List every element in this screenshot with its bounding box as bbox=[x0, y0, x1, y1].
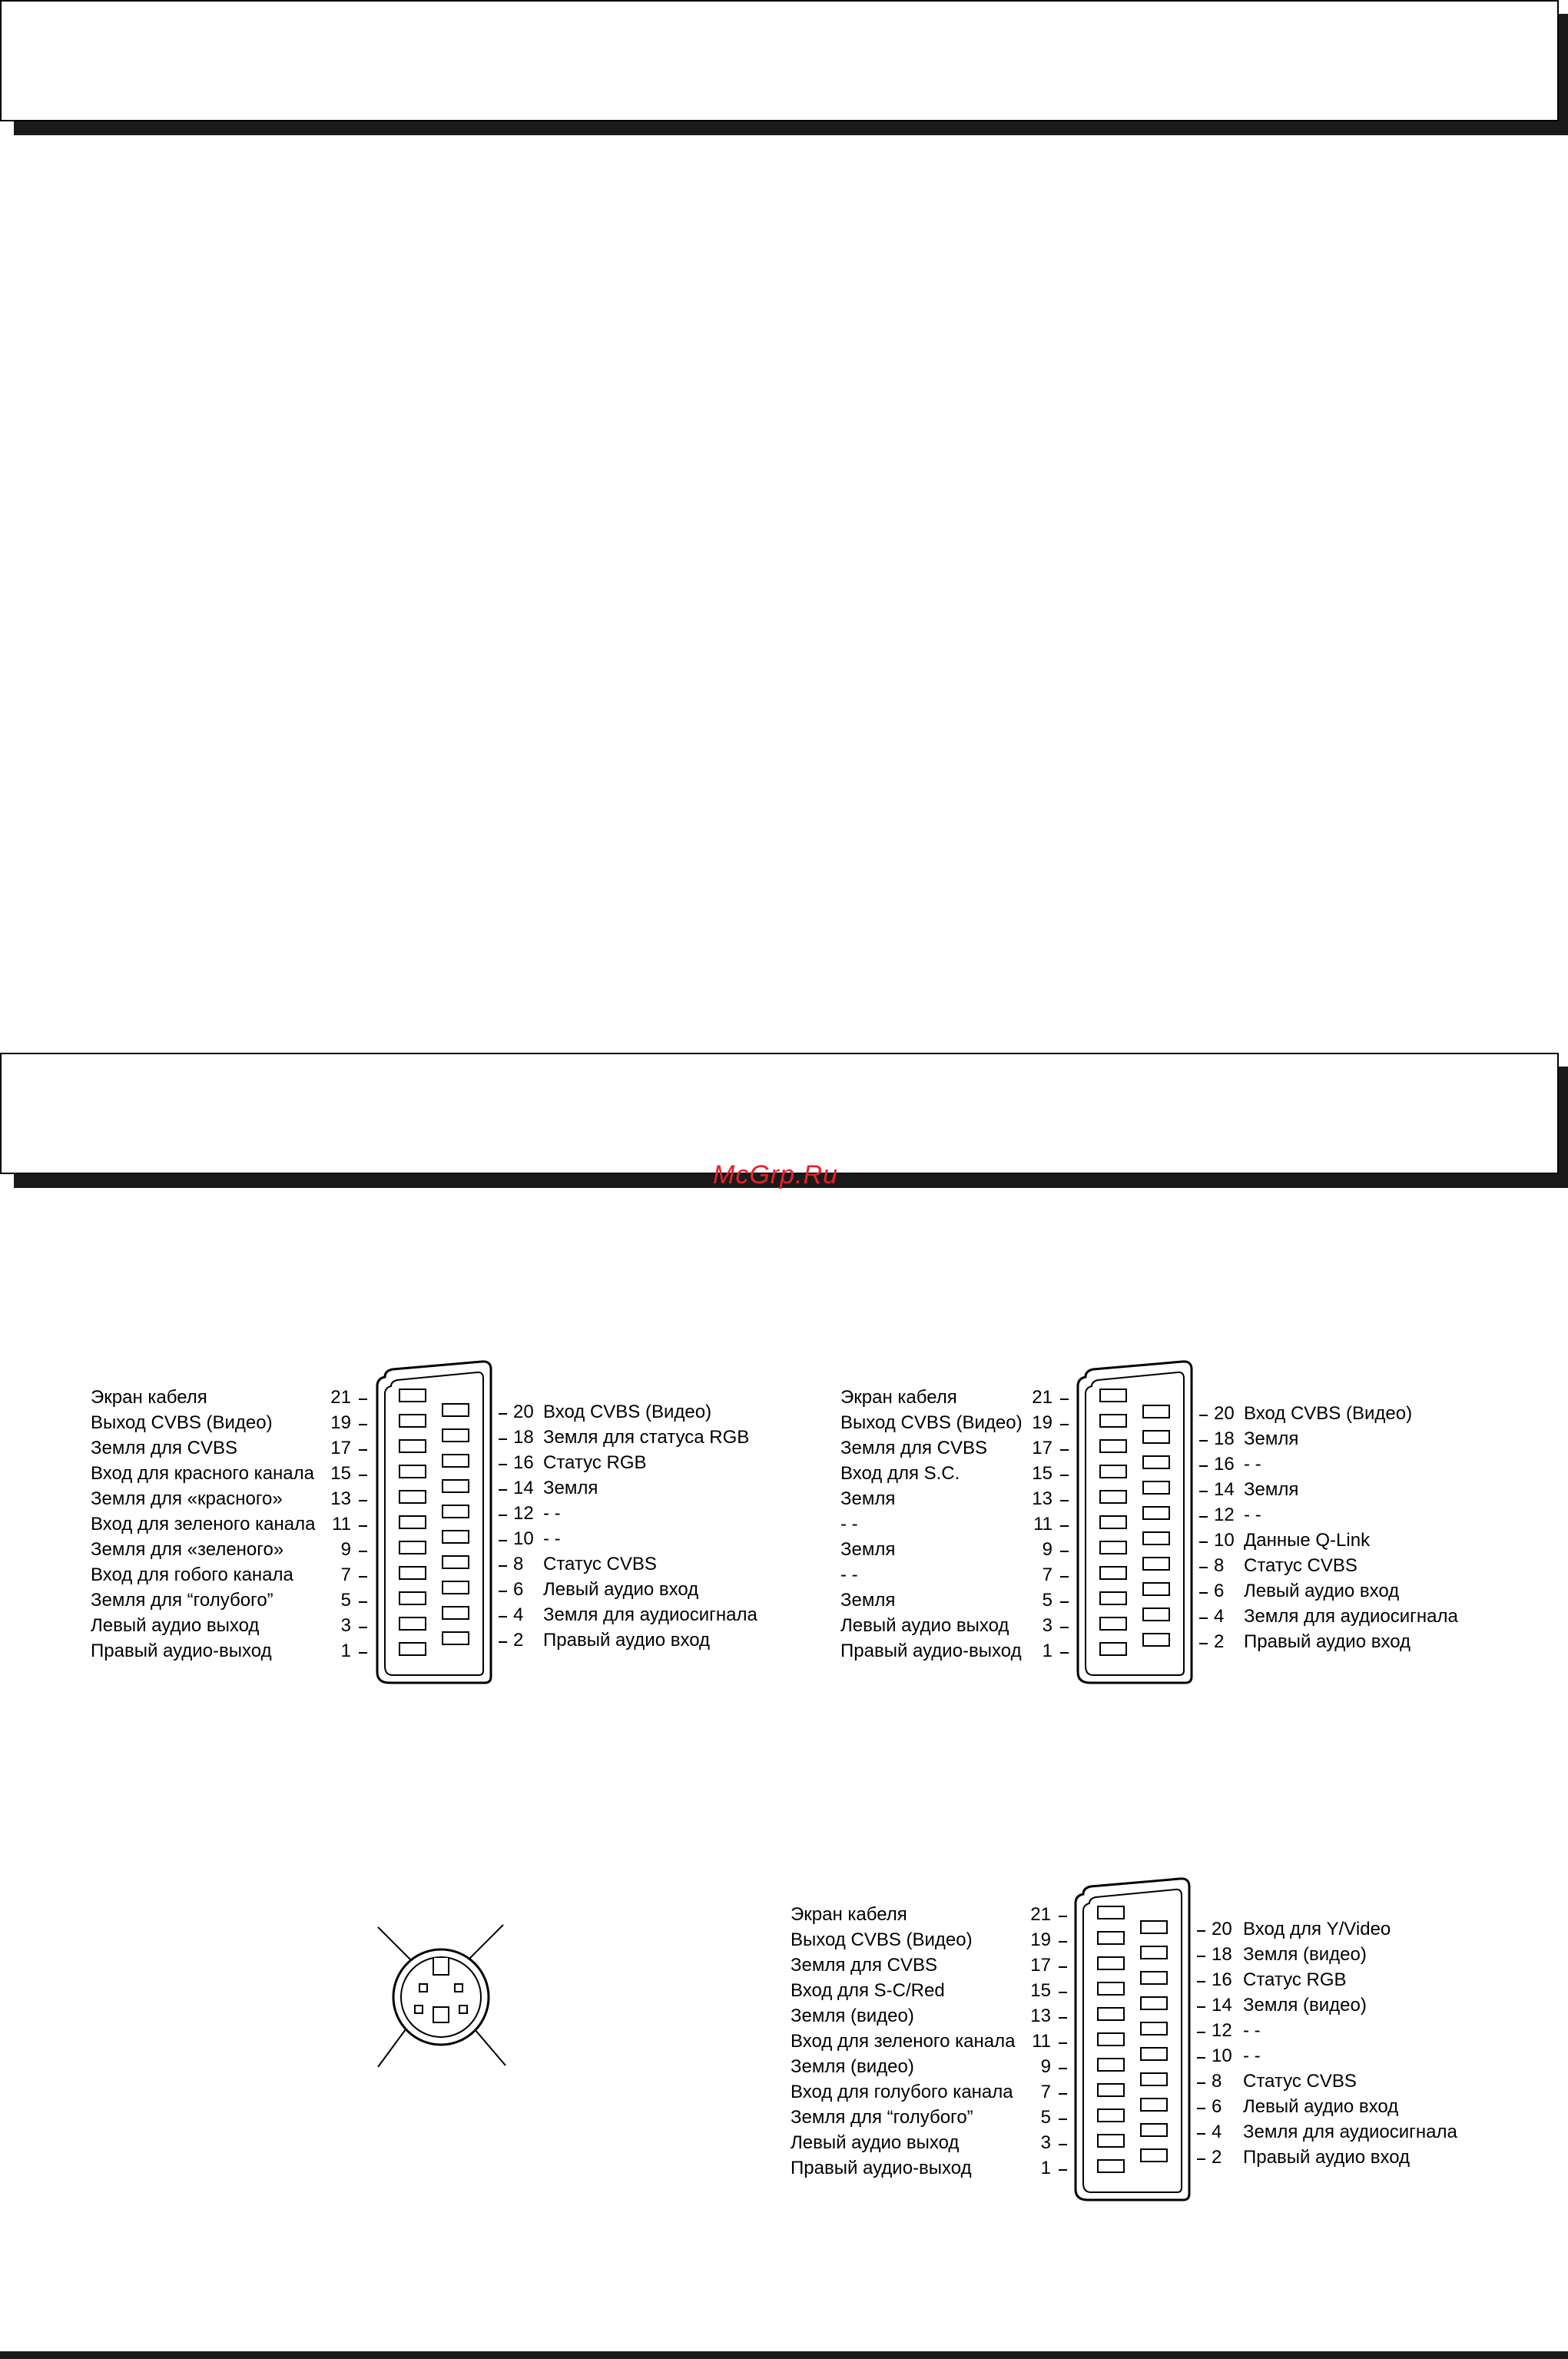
pin-label-right: Земля для статуса RGB bbox=[543, 1427, 750, 1448]
pin-lead-dash bbox=[1199, 1415, 1208, 1416]
scart-pin-odd bbox=[1098, 2160, 1124, 2172]
svideo-connector-diagram bbox=[369, 1913, 515, 2075]
pin-label-right: Земля для аудиосигнала bbox=[1244, 1606, 1458, 1627]
pin-label-left: Вход для красного канала bbox=[91, 1463, 314, 1484]
pin-label-left: Экран кабеля bbox=[91, 1387, 207, 1408]
pin-number-left: 17 bbox=[1032, 1438, 1053, 1458]
pin-label-left: Выход CVBS (Видео) bbox=[791, 1929, 973, 1950]
pin-label-left: Земля для CVBS bbox=[91, 1438, 238, 1458]
pin-number-left: 21 bbox=[330, 1387, 351, 1408]
scart-pin-odd bbox=[1100, 1465, 1126, 1478]
pin-lead-dash bbox=[499, 1591, 507, 1592]
pin-label-right: - - bbox=[1244, 1505, 1261, 1525]
svideo-pin bbox=[455, 1984, 462, 1992]
pin-label-left: - - bbox=[840, 1514, 858, 1535]
pin-number-left: 21 bbox=[1032, 1387, 1053, 1408]
scart-pin-even bbox=[1143, 1405, 1169, 1418]
pin-number-left: 15 bbox=[330, 1463, 351, 1484]
pin-lead-dash bbox=[1060, 1576, 1069, 1578]
pin-number-left: 13 bbox=[1030, 2006, 1051, 2026]
scart-pin-odd bbox=[399, 1617, 426, 1630]
scart-pin-even bbox=[1141, 2048, 1167, 2060]
pin-lead-dash bbox=[1197, 1930, 1205, 1932]
pin-lead-dash bbox=[1199, 1541, 1208, 1543]
pin-lead-dash bbox=[1059, 2042, 1067, 2044]
pin-number-left: 7 bbox=[340, 1564, 351, 1585]
pin-lead-dash bbox=[359, 1475, 367, 1476]
pin-number-right: 10 bbox=[1212, 2045, 1232, 2066]
pin-number-right: 4 bbox=[1212, 2122, 1222, 2142]
pin-lead-dash bbox=[1059, 2169, 1067, 2171]
pin-label-left: Земля для CVBS bbox=[840, 1438, 988, 1458]
scart-pin-even bbox=[443, 1480, 469, 1492]
scart-pin-even bbox=[1141, 2124, 1167, 2136]
scart-pin-odd bbox=[1100, 1643, 1126, 1655]
pin-lead-dash bbox=[359, 1525, 367, 1527]
pin-label-left: Земля для “голубого” bbox=[91, 1590, 273, 1611]
scart-body bbox=[1075, 1360, 1198, 1687]
pin-number-right: 4 bbox=[1214, 1606, 1225, 1627]
pin-label-left: Правый аудио-выход bbox=[840, 1641, 1022, 1661]
scart-pin-odd bbox=[1098, 2135, 1124, 2147]
pin-label-right: - - bbox=[1244, 1454, 1261, 1475]
scart-pin-odd bbox=[1098, 1932, 1124, 1944]
pin-label-left: Земля bbox=[840, 1488, 896, 1509]
scart-pin-even bbox=[1143, 1456, 1169, 1468]
scart-pin-odd bbox=[1098, 2109, 1124, 2122]
pin-number-left: 19 bbox=[1030, 1929, 1051, 1950]
pin-number-left: 11 bbox=[1032, 2031, 1051, 2052]
pin-lead-dash bbox=[499, 1565, 507, 1567]
pin-label-right: Данные Q-Link bbox=[1244, 1530, 1371, 1551]
pin-label-left: Земля для CVBS bbox=[791, 1955, 938, 1976]
scart-outline bbox=[377, 1362, 491, 1683]
scart-pin-odd bbox=[1098, 2084, 1124, 2096]
pin-label-left: Земля (видео) bbox=[791, 2006, 914, 2026]
pin-label-left: Экран кабеля bbox=[840, 1387, 957, 1408]
pin-label-right: Земля (видео) bbox=[1243, 1944, 1367, 1965]
pin-number-right: 16 bbox=[513, 1452, 534, 1473]
pin-number-left: 1 bbox=[1040, 2158, 1051, 2178]
pin-number-right: 4 bbox=[513, 1604, 524, 1625]
pin-number-right: 10 bbox=[1214, 1530, 1235, 1551]
scart-pin-odd bbox=[1100, 1440, 1126, 1452]
pin-lead-dash bbox=[1197, 1956, 1205, 1957]
scart-pin-odd bbox=[1098, 2008, 1124, 2020]
pin-lead-dash bbox=[499, 1489, 507, 1491]
pin-label-right: Статус RGB bbox=[1243, 1969, 1347, 1990]
pin-label-left: Выход CVBS (Видео) bbox=[840, 1412, 1023, 1433]
pin-label-right: Земля bbox=[1244, 1428, 1299, 1449]
scart-body bbox=[1072, 1877, 1196, 2205]
pin-lead-dash bbox=[1197, 1981, 1205, 1982]
pin-number-left: 5 bbox=[1042, 1590, 1053, 1611]
svideo-key bbox=[433, 1958, 449, 1975]
pin-lead-dash bbox=[1199, 1592, 1208, 1594]
pin-label-left: Правый аудио-выход bbox=[91, 1641, 272, 1661]
scart-pin-even bbox=[1143, 1431, 1169, 1443]
pin-lead-dash bbox=[359, 1398, 367, 1400]
pin-label-left: Вход для зеленого канала bbox=[91, 1514, 316, 1535]
pin-lead-dash bbox=[1197, 2057, 1205, 2059]
scart-pin-odd bbox=[399, 1389, 426, 1402]
pin-lead-dash bbox=[1197, 2006, 1205, 2008]
pin-label-left: Левый аудио выход bbox=[91, 1615, 260, 1636]
pin-lead-dash bbox=[1199, 1516, 1208, 1518]
pin-number-right: 8 bbox=[513, 1554, 524, 1574]
pin-label-left: Земля для “голубого” bbox=[791, 2107, 973, 2128]
scart-pin-even bbox=[1143, 1634, 1169, 1646]
pin-number-right: 14 bbox=[1212, 1995, 1232, 2016]
scart-pin-even bbox=[1143, 1583, 1169, 1595]
scart-pin-even bbox=[443, 1429, 469, 1442]
pin-number-right: 18 bbox=[1214, 1428, 1235, 1449]
scart-outline bbox=[1076, 1879, 1189, 2200]
pin-number-right: 8 bbox=[1214, 1555, 1225, 1576]
scart-pin-even bbox=[1141, 2149, 1167, 2162]
scart-pin-even bbox=[1141, 1921, 1167, 1933]
pin-lead-dash bbox=[359, 1652, 367, 1654]
header-box-2 bbox=[0, 1053, 1559, 1174]
scart-pin-even bbox=[443, 1505, 469, 1518]
pin-label-right: Статус CVBS bbox=[1244, 1555, 1357, 1576]
pin-lead-dash bbox=[1197, 2032, 1205, 2033]
pin-label-right: Левый аудио вход bbox=[1243, 2096, 1399, 2117]
pin-number-left: 5 bbox=[1040, 2107, 1051, 2128]
pin-label-left: Земля bbox=[840, 1590, 896, 1611]
pin-number-left: 19 bbox=[1032, 1412, 1053, 1433]
svideo-pin bbox=[419, 1984, 427, 1992]
scart-body bbox=[374, 1360, 498, 1687]
scart-pin-odd bbox=[399, 1440, 426, 1452]
scart-pin-odd bbox=[1100, 1415, 1126, 1427]
scart-pin-even bbox=[1141, 2022, 1167, 2035]
pin-lead-dash bbox=[1199, 1491, 1208, 1492]
pin-number-left: 13 bbox=[1032, 1488, 1053, 1509]
pin-lead-dash bbox=[1197, 2133, 1205, 2135]
scart-pin-even bbox=[1141, 1946, 1167, 1959]
pin-label-right: Вход для Y/Video bbox=[1243, 1919, 1391, 1939]
pin-number-right: 10 bbox=[513, 1528, 534, 1549]
scart-pin-odd bbox=[399, 1643, 426, 1655]
scart-pin-even bbox=[443, 1632, 469, 1644]
pin-lead-dash bbox=[359, 1576, 367, 1578]
pin-lead-dash bbox=[1060, 1475, 1069, 1476]
pin-label-right: - - bbox=[1243, 2020, 1261, 2041]
scart-pin-even bbox=[1143, 1481, 1169, 1494]
pin-lead-dash bbox=[1199, 1643, 1208, 1644]
pin-number-left: 17 bbox=[1030, 1955, 1051, 1976]
pin-lead-dash bbox=[1059, 2118, 1067, 2120]
pin-label-right: Статус CVBS bbox=[543, 1554, 657, 1574]
pin-lead-dash bbox=[1199, 1567, 1208, 1568]
pin-number-left: 1 bbox=[340, 1641, 351, 1661]
pin-number-right: 14 bbox=[513, 1478, 534, 1498]
pin-label-right: - - bbox=[543, 1503, 561, 1524]
pin-lead-dash bbox=[1059, 1941, 1067, 1943]
pin-number-right: 14 bbox=[1214, 1479, 1235, 1500]
pin-label-left: Земля bbox=[840, 1539, 896, 1560]
scart-pin-even bbox=[1143, 1558, 1169, 1570]
scart-pin-odd bbox=[399, 1541, 426, 1554]
svideo-pin bbox=[415, 2006, 423, 2013]
pin-number-left: 3 bbox=[1042, 1615, 1053, 1636]
scart-pin-odd bbox=[1100, 1567, 1126, 1579]
pin-label-left: Земля для «красного» bbox=[91, 1488, 283, 1509]
pin-label-left: Вход для зеленого канала bbox=[791, 2031, 1016, 2052]
scart-pin-odd bbox=[1098, 2059, 1124, 2071]
pin-label-right: Левый аудио вход bbox=[1244, 1581, 1400, 1601]
pin-label-left: Экран кабеля bbox=[791, 1904, 907, 1925]
pin-number-left: 21 bbox=[1030, 1904, 1051, 1925]
pin-number-right: 20 bbox=[1214, 1403, 1235, 1424]
pin-number-left: 9 bbox=[1042, 1539, 1053, 1560]
pin-number-right: 12 bbox=[513, 1503, 534, 1524]
scart-pin-odd bbox=[399, 1491, 426, 1503]
pin-lead-dash bbox=[1059, 1966, 1067, 1968]
scart-pin-odd bbox=[399, 1516, 426, 1528]
pin-label-right: - - bbox=[543, 1528, 561, 1549]
scart-pin-odd bbox=[1100, 1592, 1126, 1604]
pin-number-right: 18 bbox=[1212, 1944, 1232, 1965]
pin-number-left: 9 bbox=[1040, 2056, 1051, 2077]
pin-lead-dash bbox=[1060, 1424, 1069, 1425]
scart-pin-odd bbox=[399, 1592, 426, 1604]
pin-label-right: Вход CVBS (Видео) bbox=[1244, 1403, 1413, 1424]
pin-label-right: Земля для аудиосигнала bbox=[543, 1604, 757, 1625]
pin-label-right: - - bbox=[1243, 2045, 1261, 2066]
pin-number-left: 11 bbox=[1033, 1514, 1053, 1535]
pin-label-left: Выход CVBS (Видео) bbox=[91, 1412, 273, 1433]
pin-number-right: 6 bbox=[1212, 2096, 1222, 2117]
pin-label-left: Вход для гобого канала bbox=[91, 1564, 293, 1585]
scart-pin-odd bbox=[1100, 1389, 1126, 1402]
pin-lead-dash bbox=[1059, 2017, 1067, 2019]
pin-label-right: Правый аудио вход bbox=[1244, 1631, 1411, 1652]
pin-number-left: 7 bbox=[1040, 2082, 1051, 2102]
pin-label-left: Правый аудио-выход bbox=[791, 2158, 972, 2178]
scart-pin-even bbox=[443, 1581, 469, 1594]
pin-lead-dash bbox=[499, 1438, 507, 1440]
pin-lead-dash bbox=[359, 1449, 367, 1451]
scart-pin-odd bbox=[1098, 1982, 1124, 1995]
pin-lead-dash bbox=[1059, 2068, 1067, 2069]
scart-outline bbox=[1078, 1362, 1192, 1683]
pin-label-right: Статус RGB bbox=[543, 1452, 647, 1473]
pin-number-right: 20 bbox=[1212, 1919, 1232, 1939]
pin-number-left: 9 bbox=[340, 1539, 351, 1560]
scart-pin-odd bbox=[1100, 1491, 1126, 1503]
pin-label-right: Земля bbox=[543, 1478, 598, 1498]
pin-lead-dash bbox=[499, 1540, 507, 1541]
scart-pin-odd bbox=[1098, 2033, 1124, 2045]
pin-label-right: Правый аудио вход bbox=[1243, 2147, 1411, 2168]
pin-label-right: Левый аудио вход bbox=[543, 1579, 699, 1600]
pin-number-left: 19 bbox=[330, 1412, 351, 1433]
pin-lead-dash bbox=[1060, 1601, 1069, 1603]
pin-number-left: 5 bbox=[340, 1590, 351, 1611]
pin-number-left: 3 bbox=[340, 1615, 351, 1636]
pin-lead-dash bbox=[499, 1616, 507, 1617]
pin-label-right: Земля (видео) bbox=[1243, 1995, 1367, 2016]
pin-number-right: 16 bbox=[1214, 1454, 1235, 1475]
svideo-pin bbox=[459, 2006, 467, 2013]
scart-pin-odd bbox=[399, 1465, 426, 1478]
pin-number-left: 3 bbox=[1040, 2132, 1051, 2153]
pin-number-left: 13 bbox=[330, 1488, 351, 1509]
pin-label-left: Вход для голубого канала bbox=[791, 2082, 1013, 2102]
pin-number-right: 8 bbox=[1212, 2071, 1222, 2092]
scart-pin-odd bbox=[399, 1567, 426, 1579]
scart-pin-even bbox=[443, 1455, 469, 1467]
pin-lead-dash bbox=[1060, 1500, 1069, 1501]
pin-number-left: 7 bbox=[1042, 1564, 1053, 1585]
pin-label-left: - - bbox=[840, 1564, 858, 1585]
pin-label-left: Земля (видео) bbox=[791, 2056, 914, 2077]
pin-lead-dash bbox=[1060, 1551, 1069, 1552]
pin-lead-dash bbox=[499, 1413, 507, 1415]
pin-number-left: 15 bbox=[1032, 1463, 1053, 1484]
scart-pin-even bbox=[443, 1404, 469, 1416]
pin-label-left: Земля для «зеленого» bbox=[91, 1539, 284, 1560]
pin-lead-dash bbox=[359, 1424, 367, 1425]
pin-lead-dash bbox=[1197, 2158, 1205, 2160]
scart-pin-odd bbox=[1100, 1541, 1126, 1554]
pin-number-right: 6 bbox=[1214, 1581, 1225, 1601]
pin-lead-dash bbox=[1199, 1617, 1208, 1619]
scart-pin-odd bbox=[1100, 1516, 1126, 1528]
pin-lead-dash bbox=[359, 1627, 367, 1628]
pin-label-right: Правый аудио вход bbox=[543, 1630, 711, 1651]
pin-number-left: 1 bbox=[1042, 1641, 1053, 1661]
pin-number-left: 11 bbox=[332, 1514, 351, 1535]
pin-lead-dash bbox=[1060, 1398, 1069, 1400]
pin-label-left: Левый аудио выход bbox=[791, 2132, 960, 2153]
pin-label-left: Вход для S-C/Red bbox=[791, 1980, 945, 2001]
pin-number-left: 15 bbox=[1030, 1980, 1051, 2001]
scart-pin-even bbox=[1141, 1972, 1167, 1984]
pin-lead-dash bbox=[359, 1551, 367, 1552]
pin-number-right: 2 bbox=[1212, 2147, 1222, 2168]
pin-lead-dash bbox=[1197, 2108, 1205, 2109]
scart-pin-even bbox=[1143, 1532, 1169, 1544]
scart-pin-even bbox=[443, 1607, 469, 1619]
scart-pin-even bbox=[1143, 1507, 1169, 1519]
pin-lead-dash bbox=[499, 1515, 507, 1516]
pin-lead-dash bbox=[359, 1601, 367, 1603]
scart-pin-odd bbox=[1098, 1957, 1124, 1969]
scart-pin-odd bbox=[1098, 1906, 1124, 1919]
header-box-1 bbox=[0, 0, 1559, 121]
pin-lead-dash bbox=[1060, 1449, 1069, 1451]
scart-pin-even bbox=[443, 1531, 469, 1543]
pin-lead-dash bbox=[499, 1641, 507, 1643]
pin-label-right: Статус CVBS bbox=[1243, 2071, 1357, 2092]
watermark: McGrp.Ru bbox=[713, 1160, 838, 1189]
pin-lead-dash bbox=[1059, 1992, 1067, 1993]
pin-number-right: 18 bbox=[513, 1427, 534, 1448]
scart-pin-even bbox=[443, 1556, 469, 1568]
pin-label-left: Левый аудио выход bbox=[840, 1615, 1009, 1636]
scart-pin-even bbox=[1143, 1608, 1169, 1621]
scart-pin-even bbox=[1141, 1997, 1167, 2009]
pin-label-right: Вход CVBS (Видео) bbox=[543, 1402, 712, 1422]
pin-lead-dash bbox=[1060, 1525, 1069, 1527]
pin-label-left: Вход для S.C. bbox=[840, 1463, 960, 1484]
pin-number-right: 2 bbox=[513, 1630, 524, 1651]
pin-label-right: Земля bbox=[1244, 1479, 1299, 1500]
scart-pin-even bbox=[1141, 2099, 1167, 2111]
pin-number-right: 12 bbox=[1214, 1505, 1235, 1525]
pin-lead-dash bbox=[1199, 1465, 1208, 1467]
scart-pin-odd bbox=[1100, 1617, 1126, 1630]
pin-number-left: 17 bbox=[330, 1438, 351, 1458]
pin-lead-dash bbox=[499, 1464, 507, 1465]
scart-pin-even bbox=[1141, 2073, 1167, 2085]
pin-lead-dash bbox=[1059, 2093, 1067, 2095]
pin-lead-dash bbox=[1060, 1627, 1069, 1628]
pin-label-right: Земля для аудиосигнала bbox=[1243, 2122, 1457, 2142]
bottom-rule bbox=[0, 2351, 1568, 2359]
pin-number-right: 6 bbox=[513, 1579, 524, 1600]
pin-number-right: 16 bbox=[1212, 1969, 1232, 1990]
pin-lead-dash bbox=[1197, 2082, 1205, 2084]
scart-pin-odd bbox=[399, 1415, 426, 1427]
pin-lead-dash bbox=[1059, 2144, 1067, 2145]
pin-lead-dash bbox=[1199, 1440, 1208, 1442]
pin-lead-dash bbox=[1059, 1916, 1067, 1917]
pin-number-right: 12 bbox=[1212, 2020, 1232, 2041]
pin-number-right: 2 bbox=[1214, 1631, 1225, 1652]
svideo-center-block bbox=[433, 2007, 449, 2022]
pin-lead-dash bbox=[1060, 1652, 1069, 1654]
pin-lead-dash bbox=[359, 1500, 367, 1501]
pin-number-right: 20 bbox=[513, 1402, 534, 1422]
